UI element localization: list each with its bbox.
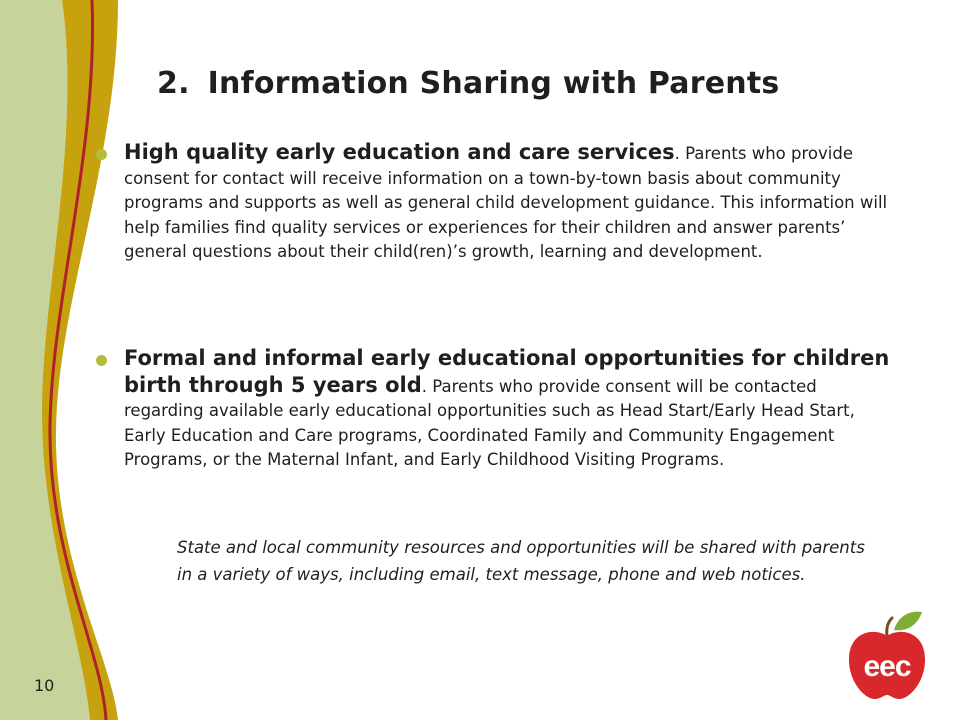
bullet-lead: Formal and informal early educational opportunities for children birth through 5 years old — [124, 346, 890, 397]
bullet-item-educational-opportunities — [96, 346, 896, 473]
bullet-body: . Parents who provide consent for contact will receive information on a town-by-town basis about community programs and supports as well as general child development guidance. This information will help families find quality services or experiences for their children and answer parents’ general questions about their child(ren)’s growth, learning and development. — [124, 144, 888, 261]
bullet-text — [124, 140, 896, 265]
logo-text: eec — [863, 650, 911, 683]
bullet-item-quality-services — [96, 140, 896, 265]
title-text: Information Sharing with Parents — [207, 66, 780, 101]
bullet-body: . Parents who provide consent will be contacted regarding available early educational opportunities such as Head Start/Early Head Start, Early Education and Care programs, Coordinated Family and Community Engagement Programs, or the Maternal Infant, and Early Childhood Visiting Programs. — [124, 376, 855, 469]
round-bullet-icon — [96, 355, 107, 366]
eec-apple-logo-icon — [846, 606, 928, 702]
slide-title — [157, 66, 779, 101]
title-number: 2. — [157, 66, 190, 101]
italic-note: State and local community resources and opportunities will be shared with parents in a variety of ways, including email, text message, phone and web notices. — [177, 538, 865, 584]
page-number: 10 — [34, 676, 55, 695]
bullet-lead: High quality early education and care services — [124, 140, 675, 164]
apple-stem — [887, 618, 892, 636]
apple-leaf — [894, 612, 922, 631]
round-bullet-icon — [96, 149, 107, 160]
bullet-text — [124, 346, 896, 473]
